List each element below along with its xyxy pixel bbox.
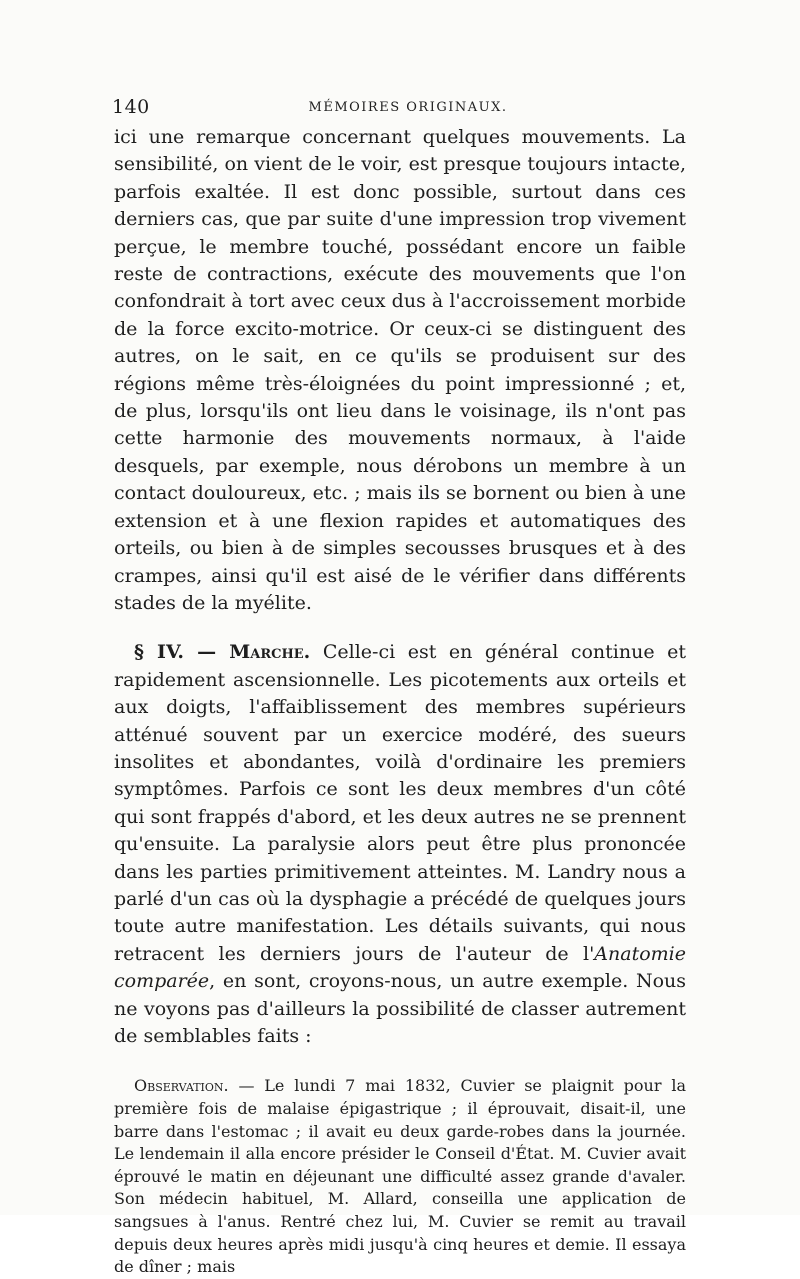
body-text (114, 124, 686, 1279)
observation-text: — Le lundi 7 mai 1832, Cuvier se plaignit pour la première fois de malaise épigastrique ; il éprouvait, disait-il, une barre dans l'estomac ; il avait eu deux garde-robes dans la journée. Le lendemain il alla encore présider le Conseil d'État. M. Cuvier avait éprouvé le matin en déjeunant une difficulté assez grande d'avaler. Son médecin habituel, M. Allard, conseilla une application de sangsues à l'anus. Rentré chez lui, M. Cuvier se remit au travail depuis deux heures après midi jusqu'à cinq heures et demie. Il essaya de dîner ; mais (114, 1076, 686, 1277)
observation-paragraph (114, 1075, 686, 1278)
running-title: MÉMOIRES ORIGINAUX. (308, 100, 508, 115)
section-text-part-2: , en sont, croyons-nous, un autre exemple. Nous ne voyons pas d'ailleurs la possibilité de classer autrement de semblables faits : (114, 970, 686, 1047)
page-number: 140 (112, 96, 150, 118)
section-iv-paragraph (114, 639, 686, 1050)
italic-book-title: Anatomie comparée (114, 942, 686, 993)
observation-label: Observation. (134, 1076, 229, 1096)
section-text-part-1: Celle-ci est en général continue et rapidement ascensionnelle. Les picotements aux orteils et aux doigts, l'affaiblissement des membres supérieurs atténué souvent par un exercice modéré, des sueurs insolites et abondantes, voilà d'ordinaire les premiers symptômes. Parfois ce sont les deux membres d'un côté qui sont frappés d'abord, et les deux autres ne se prennent qu'ensuite. La paralysie alors peut être plus prononcée dans les parties primitivement atteintes. M. Landry nous a parlé d'un cas où la dysphagie a précédé de quelques jours toute autre manifestation. Les détails suivants, qui nous retracent les derniers jours de l'auteur de l' (114, 641, 686, 965)
continuation-paragraph: ici une remarque concernant quelques mouvements. La sensibilité, on vient de le voir, est presque toujours intacte, parfois exaltée. Il est donc possible, surtout dans ces derniers cas, que par suite d'une impression trop vivement perçue, le membre touché, possédant encore un faible reste de contractions, exécute des mouvements que l'on confondrait à tort avec ceux dus à l'accroissement morbide de la force excito-motrice. Or ceux-ci se distinguent des autres, on le sait, en ce qu'ils se produisent sur des régions même très-éloignées du point impressionné ; et, de plus, lorsqu'ils ont lieu dans le voisinage, ils n'ont pas cette harmonie des mouvements normaux, à l'aide desquels, par exemple, nous dérobons un membre à un contact douloureux, etc. ; mais ils se bornent ou bien à une extension et à une flexion rapides et automatiques des orteils, ou bien à de simples secousses brusques et à des crampes, ainsi qu'il est aisé de le vérifier dans différents stades de la myélite. (114, 126, 686, 614)
section-heading: § IV. — Marche. (134, 641, 311, 664)
page-header (112, 96, 690, 122)
